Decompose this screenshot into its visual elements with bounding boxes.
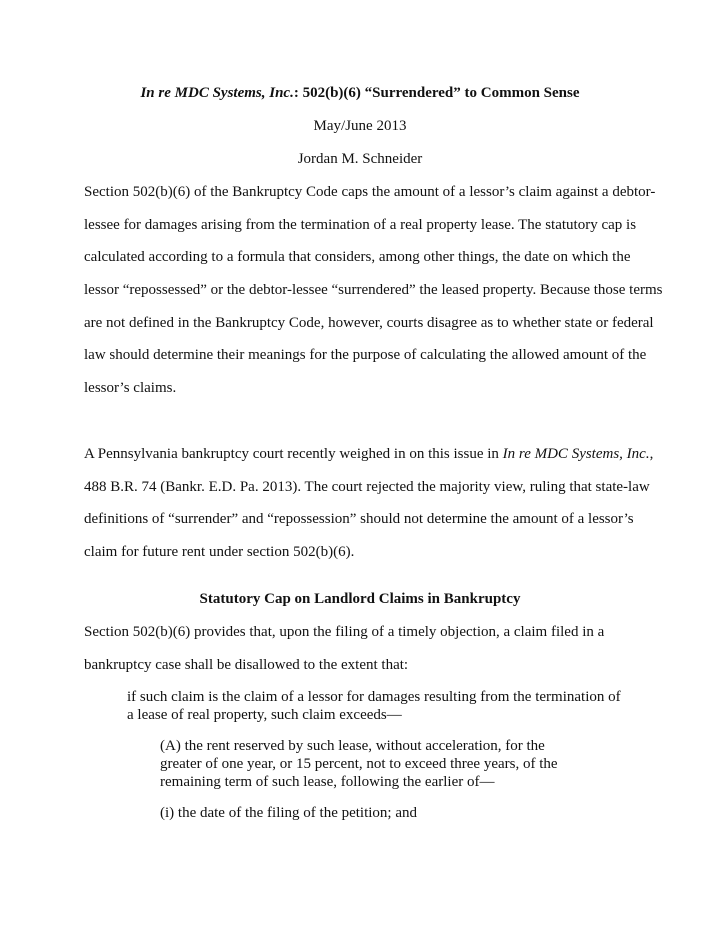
paragraph1-line: are not defined in the Bankruptcy Code, however, courts disagree as to whether state or federal [84,315,654,331]
paragraph2-text: A Pennsylvania bankruptcy court recently weighed in on this issue in [84,446,503,462]
paragraph3-line: bankruptcy case shall be disallowed to the extent that: [84,657,409,673]
paragraph2-line: 488 B.R. 74 (Bankr. E.D. Pa. 2013). The court rejected the majority view, ruling that state-law [84,479,650,495]
title-rest: : 502(b)(6) “Surrendered” to Common Sense [293,85,580,101]
document-title [0,84,720,102]
paragraph1-line: lessee for damages arising from the termination of a real property lease. The statutory cap is [84,217,637,233]
paragraph3-line: Section 502(b)(6) provides that, upon the filing of a timely objection, a claim filed in a [84,624,605,640]
paragraph1-line: law should determine their meanings for the purpose of calculating the allowed amount of the [84,347,647,363]
paragraph1-line: lessor “repossessed” or the debtor-lessee “surrendered” the leased property. Because those terms [84,282,663,298]
paragraph1-line: calculated according to a formula that considers, among other things, the date on which the [84,249,631,265]
block-quote-subline: remaining term of such lease, following the earlier of— [160,774,495,790]
paragraph2-case-name: In re MDC Systems, Inc. [502,446,650,462]
paragraph1-line: Section 502(b)(6) of the Bankruptcy Code caps the amount of a lessor’s claim against a debtor- [84,184,656,200]
block-quote-subline: (A) the rent reserved by such lease, without acceleration, for the [160,738,545,754]
paragraph2-punct: , [649,446,654,462]
block-quote-item: (i) the date of the filing of the petition; and [160,805,418,821]
block-quote-subline: greater of one year, or 15 percent, not to exceed three years, of the [160,756,558,772]
paragraph2-line: claim for future rent under section 502(b)(6). [84,544,355,560]
block-quote-line: if such claim is the claim of a lessor for damages resulting from the termination of [127,689,621,705]
block-quote-line: a lease of real property, such claim exceeds— [127,707,402,723]
section-heading: Statutory Cap on Landlord Claims in Bankruptcy [199,591,521,607]
paragraph2-line: definitions of “surrender” and “repossession” should not determine the amount of a lessor’s [84,511,634,527]
paragraph1-line: lessor’s claims. [84,380,177,396]
title-case-name: In re MDC Systems, Inc. [140,85,294,101]
paragraph2-line [84,445,653,463]
document-author: Jordan M. Schneider [297,151,423,167]
document-date: May/June 2013 [313,118,407,134]
